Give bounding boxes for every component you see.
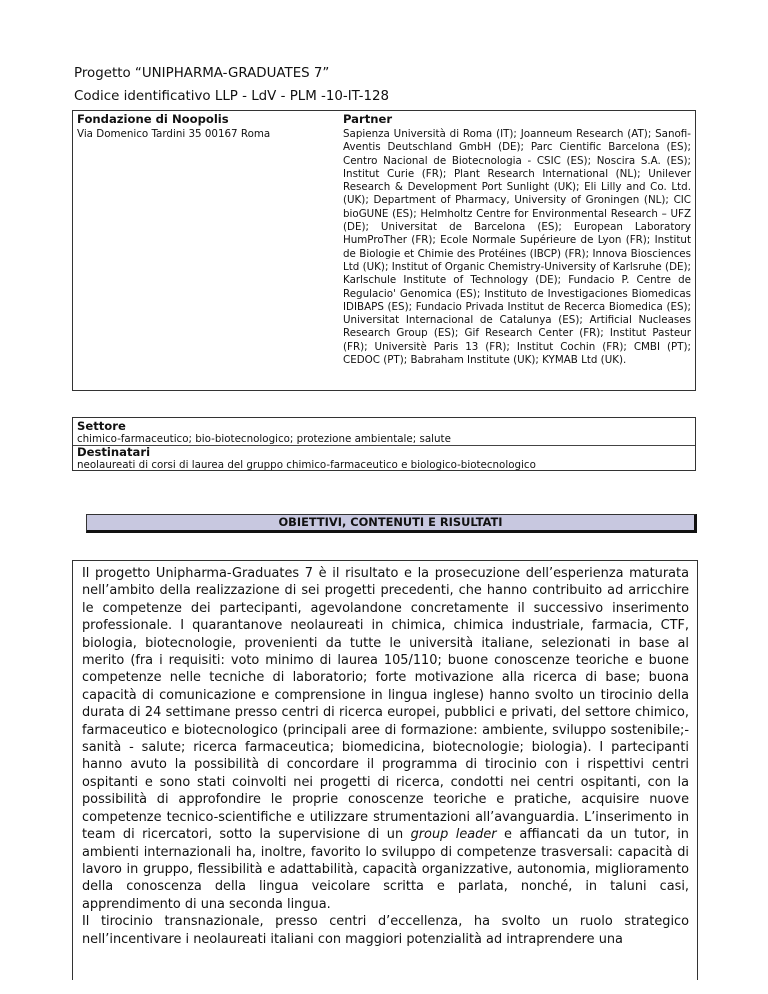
body-box xyxy=(72,560,698,980)
sector-table xyxy=(72,417,696,471)
body-paragraph-2: Il tirocinio transnazionale, presso centri d’eccellenza, ha svolto un ruolo strategico nell’incentivare i neolaureati italiani con maggiori potenzialità ad intraprendere una xyxy=(82,914,689,947)
body-text: Il progetto Unipharma-Graduates 7 è il risultato e la prosecuzione dell’esperienza maturata nell’ambito della realizzazione di sei progetti precedenti, che hanno contribuito ad arricchire le competenze dei partecipanti, agevolandone concretamente il successivo inserimento professionale. I quarantanove neolaureati in chimica, chimica industriale, farmacia, CTF, biologia, biotecnologie, provenienti da tutte le università italiane, selezionati in base al merito (fra i requisiti: voto minimo di laurea 105/110; buone conoscenze teoriche e buone competenze nelle tecniche di laboratorio; forte motivazione alla ricerca di base; buona capacità di comunicazione e comprensione in lingua inglese) hanno svolto un tirocinio della durata di 24 settimane presso centri di ricerca europei, pubblici e privati, del settore chimico, farmaceutico e biotecnologico (principali aree di formazione: ambiente, sviluppo sostenibile;- sanità - salute; ricerca farmaceutica; biomedicina, biotecnologie; biologia). I partecipanti hanno avuto la possibilità di concordare il programma di tirocinio con i rispettivi centri ospitanti e sono stati coinvolti nei progetti di ricerca, condotti nei centri ospitanti, con la possibilità di approfondire le proprie conoscenze teoriche e pratiche, acquisire nuove competenze tecnico-scientifiche e utilizzare strumentazioni all’avanguardia. L’inserimento in team di ricercatori, sotto la supervisione di un xyxy=(82,566,689,843)
info-table xyxy=(72,110,696,391)
partner-list: Sapienza Università di Roma (IT); Joanneum Research (AT); Sanofi-Aventis Deutschland GmbH (DE); Parc Cientific Barcelona (ES); Centro Nacional de Biotecnologia - CSIC (ES); Noscira S.A. (ES); Institut Curie (FR); Plant Research International (NL); Unilever Research & Development Port Sunlight (UK); Eli Lilly and Co. Ltd. (UK); Department of Pharmacy, University of Groningen (NL); CIC bioGUNE (ES); Helmholtz Centre for Environmental Research – UFZ (DE); Universitat de Barcelona (ES); European Laboratory HumProTher (FR); Ecole Normale Supérieure de Lyon (FR); Institut de Biologie et Chimie des Protéines (IBCP) (FR); Innova Biosciences Ltd (UK); Institut of Organic Chemistry-University of Karlsruhe (DE); Karlschule Institute of Technology (DE); Fundacio P. Centre de Regulacio' Genomica (ES); Instituto de Investigaciones Biomedicas IDIBAPS (ES); Fundacio Privada Institut de Recerca Biomedica (ES); Universitat Internacional de Catalunya (ES); Artificial Nucleases Research Group (ES); Gif Research Center (FR); Institut Pasteur (FR); Universitè Paris 13 (FR); Institut Cochin (FR); CMBI (PT); CEDOC (PT); Babraham Institute (UK); KYMAB Ltd (UK). xyxy=(343,128,691,367)
project-code: Codice identificativo LLP - LdV - PLM -10-IT-128 xyxy=(74,89,390,104)
body-text: e affiancati da un tutor, in ambienti internazionali ha, inoltre, favorito lo sviluppo di competenze trasversali: capacità di lavoro in gruppo, flessibilità e adattabilità, capacità organizzative, autonomia, miglioramento della conoscenza della lingua veicolare scritta e parlata, nonché, in taluni casi, apprendimento di una seconda lingua. xyxy=(82,827,689,912)
table-divider xyxy=(73,445,695,446)
settore-label: Settore xyxy=(77,419,126,433)
fondazione-address: Via Domenico Tardini 35 00167 Roma xyxy=(77,128,271,140)
body-paragraph-1 xyxy=(82,565,689,913)
project-title: Progetto “UNIPHARMA-GRADUATES 7” xyxy=(74,66,330,81)
partner-header: Partner xyxy=(343,112,393,126)
section-title: OBIETTIVI, CONTENUTI E RISULTATI xyxy=(86,514,697,533)
destinatari-label: Destinatari xyxy=(77,445,151,459)
destinatari-text: neolaureati di corsi di laurea del gruppo chimico-farmaceutico e biologico-biotecnologico xyxy=(77,459,536,471)
fondazione-header: Fondazione di Noopolis xyxy=(77,112,229,126)
body-italic: group leader xyxy=(410,827,497,843)
settore-text: chimico-farmaceutico; bio-biotecnologico; protezione ambientale; salute xyxy=(77,433,451,445)
